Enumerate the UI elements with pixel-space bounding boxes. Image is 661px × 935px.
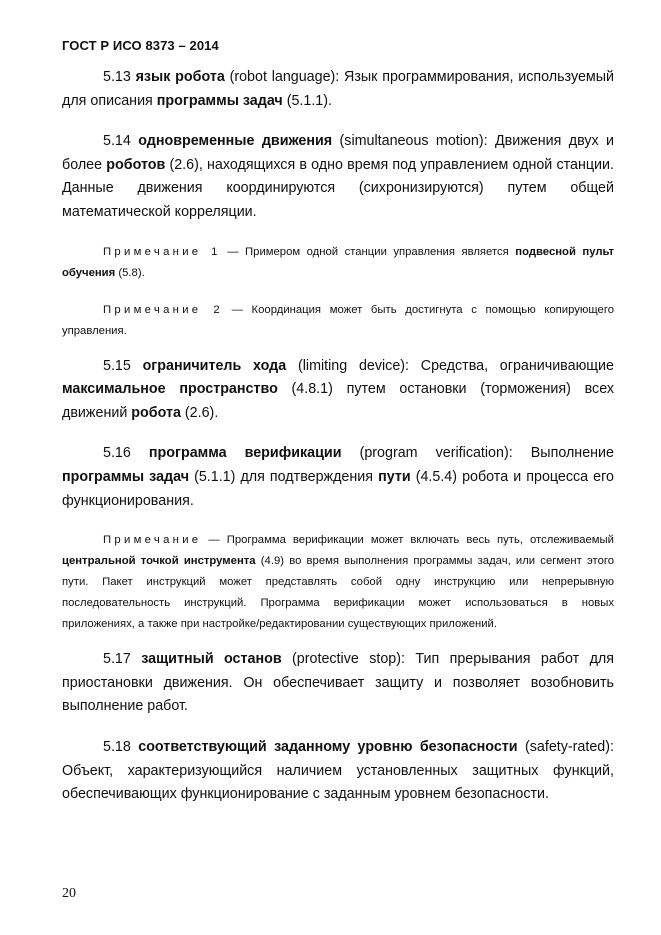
term-mid: (4.8.1) путем остановки (торможения) всех движений: [62, 381, 614, 421]
note-label: Примечание 1: [103, 245, 221, 258]
term-number: 5.18: [103, 738, 131, 755]
note-text: — Примером одной станции управления является: [220, 245, 516, 258]
term-5-18: [62, 736, 614, 807]
term-definition: (safety-rated): Объект, характеризующийся наличием установленных защитных функций, обеспечивающих функционирование с заданным уровнем безопасности.: [62, 738, 614, 803]
note-tail: (4.9) во время выполнения программы задач, или сегмент этого пути. Пакет инструкций может представлять собой одну инструкцию или непрерывную последовательность инструкций. Программа верификации может использоваться в новых приложениях, а также при настройке/редактировании существующих приложений.: [62, 555, 615, 631]
note-2: [62, 300, 614, 342]
standard-header: ГОСТ Р ИСО 8373 – 2014: [62, 38, 219, 53]
term-5-15: [62, 355, 614, 426]
term-mid: (5.1.1) для подтверждения: [194, 468, 374, 485]
term-title: программа верификации: [148, 445, 342, 462]
note-1: [62, 242, 614, 284]
term-number: 5.13: [103, 69, 131, 85]
term-title: одновременные движения: [138, 133, 333, 150]
term-reference: робота: [131, 404, 181, 421]
term-title: язык робота: [135, 69, 225, 85]
term-reference: роботов: [106, 156, 166, 173]
note-text: — Координация может быть достигнута с помощью копирующего управления.: [62, 303, 614, 337]
document-body: [62, 66, 614, 824]
term-definition: (protective stop): Тип прерывания работ для приостановки движения. Он обеспечивает защиту и позволяет возобновить выполнение работ.: [62, 651, 615, 715]
note-tail: (5.8).: [115, 266, 145, 279]
note-text: — Программа верификации может включать весь путь, отслеживаемый: [201, 534, 614, 547]
term-definition: (simultaneous motion): Движения двух и более: [62, 133, 615, 173]
term-5-14: [62, 130, 614, 224]
term-reference: программы задач: [156, 92, 283, 109]
page-number: 20: [62, 886, 76, 901]
term-number: 5.17: [103, 651, 131, 668]
note-reference: подвесной пульт обучения: [62, 245, 614, 279]
term-number: 5.16: [103, 445, 131, 462]
term-title: соответствующий заданному уровню безопасности: [138, 738, 518, 755]
term-tail: (5.1.1).: [286, 92, 332, 109]
term-definition: (program verification): Выполнение: [359, 445, 614, 462]
term-number: 5.14: [103, 133, 131, 150]
term-definition: (limiting device): Средства, ограничивающие: [297, 357, 614, 374]
term-tail: (2.6), находящихся в одно время под управлением одной станции. Данные движения координируются (сихронизируются) путем общей математической корреляции.: [62, 156, 614, 220]
term-number: 5.15: [103, 357, 131, 374]
term-title: ограничитель хода: [142, 357, 287, 374]
term-definition: (robot language): Язык программирования, используемый для описания: [62, 69, 614, 109]
note-3: [62, 530, 614, 635]
term-tail: (2.6).: [184, 404, 219, 421]
term-5-17: [62, 648, 614, 719]
term-title: защитный останов: [141, 651, 282, 668]
term-reference: программы задач: [62, 468, 189, 485]
note-label: Примечание 2: [103, 303, 223, 316]
note-label: Примечание: [103, 534, 202, 547]
term-tail: (4.5.4) робота и процесса его функционирования.: [62, 468, 614, 509]
term-5-13: [62, 66, 614, 113]
term-reference: пути: [378, 468, 411, 485]
note-reference: центральной точкой инструмента: [62, 555, 256, 568]
term-5-16: [62, 442, 614, 513]
term-reference: максимальное пространство: [62, 381, 278, 398]
